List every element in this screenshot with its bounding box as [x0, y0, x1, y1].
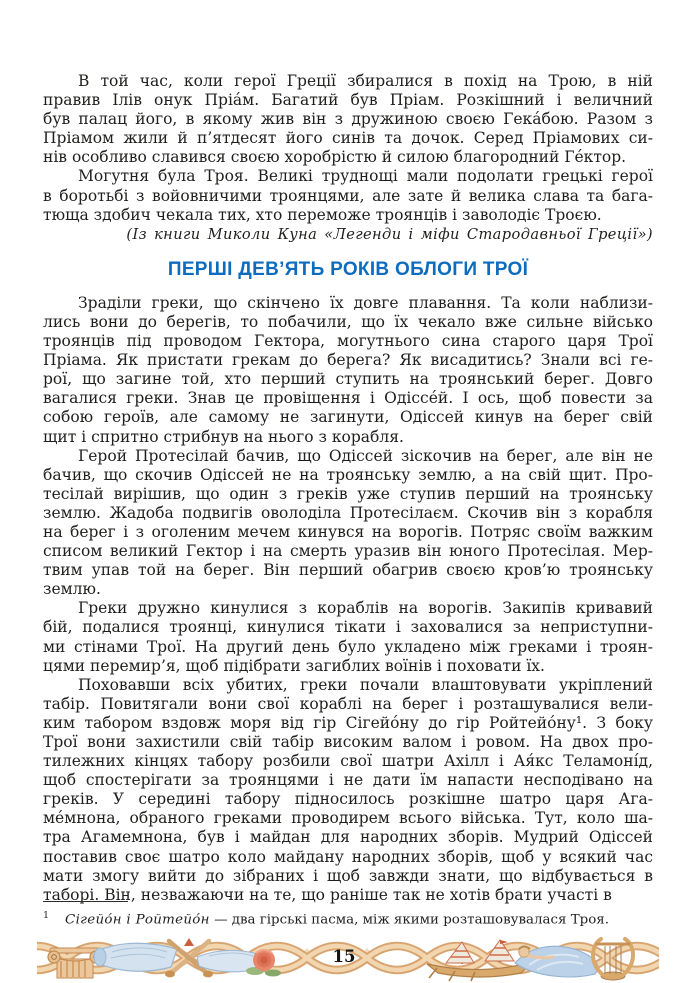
- text-line: ми стінами Трої. На другий день було укладено між греками і троян-: [43, 637, 653, 656]
- section-paragraphs: [43, 294, 653, 905]
- text-line: В той час, коли герої Греції збиралися в похід на Трою, в ній: [78, 72, 653, 90]
- text-line: таборі. Він, незважаючи на те, що раніше так не хотів брати участі в: [43, 885, 612, 904]
- paragraph: [43, 599, 653, 675]
- text-line: собою героїв, але самому не загинути, Одіссей кинув на берег свій: [43, 408, 653, 427]
- text-line: правив Ілів онук Пріа́м. Багатий був Пріам. Розкішний і величний: [43, 91, 653, 110]
- paragraph: [43, 676, 653, 905]
- text-line: табір. Повитягали вони свої кораблі на берег і розташувалися вели-: [43, 694, 653, 713]
- text-line: ким табором вздовж моря від гір Сігейо́ну до гір Ройтейо́ну¹. З боку: [43, 713, 653, 732]
- text-line: нів особливо славився своєю хоробрістю й силою благородний Ге́ктор.: [43, 148, 627, 167]
- text-line: землю.: [43, 580, 101, 599]
- paragraph: [43, 294, 653, 447]
- text-line: цями перемир’я, щоб підібрати загиблих воїнів і поховати їх.: [43, 656, 545, 675]
- text-line: поставив своє шатро коло майдану народних зборів, щоб у всякий час: [43, 847, 653, 866]
- text-line: рої, що загине той, хто перший ступить на троянський берег. Довго: [43, 370, 653, 389]
- text-line: тюща здобич чекала тих, хто переможе троянців і заволодіє Троєю.: [43, 205, 602, 224]
- text-line: Пріама. Як пристати грекам до берега? Як висадитись? Знали всі ге-: [43, 351, 653, 370]
- text-line: твим упав той на берег. Він перший обагрив своєю кров’ю троянську: [43, 561, 653, 580]
- paragraph: [43, 167, 653, 224]
- text-line: Могутня була Троя. Великі труднощі мали подолати грецькі герої: [78, 167, 653, 186]
- paragraph: [43, 447, 653, 600]
- text-line: троянців під проводом Гектора, могутнього сина старого царя Трої: [43, 332, 653, 351]
- body-text-column: [43, 72, 653, 905]
- intro-paragraphs: [43, 72, 653, 225]
- section-heading: ПЕРШІ ДЕВ’ЯТЬ РОКІВ ОБЛОГИ ТРОЇ: [167, 258, 529, 280]
- text-line: бачив, що скочив Одіссей не на троянську землю, а на свій щит. Про-: [43, 465, 653, 484]
- text-line: тесілай вирішив, що один з греків уже ступив перший на троянську: [43, 484, 653, 503]
- footnote-text: [43, 907, 653, 928]
- paragraph: [43, 72, 653, 167]
- text-line: щоб спостерігати за троянцями і не дати їм напасти несподівано на: [43, 771, 653, 790]
- text-line: греків. У середині табору підносилось розкішне шатро царя Ага-: [43, 790, 653, 809]
- text-line: тра Агамемнона, був і майдан для народних зборів. Мудрий Одіссей: [43, 828, 653, 847]
- text-line: щит і спритно стрибнув на нього з корабля.: [43, 427, 404, 446]
- text-line: ме́мнона, обраного греками проводирем всього війська. Тут, коло ша-: [43, 809, 653, 828]
- text-line: списом великий Гектор і на смерть уразив він юного Протесілая. Мер-: [43, 542, 653, 561]
- footnote-term: Сігейо́н і Ройтейо́н: [65, 912, 210, 928]
- text-line: Зраділи греки, що скінчено їх довге плавання. Та коли наблизи-: [78, 293, 653, 312]
- text-line: Греки дружно кинулися з кораблів на ворогів. Закипів кривавий: [78, 599, 653, 618]
- footnote-definition: — два гірські пасма, між якими розташовувалася Троя.: [214, 912, 609, 928]
- text-line: Герой Протесілай бачив, що Одіссей зіскочив на берег, але він не: [78, 446, 653, 465]
- source-citation: (Із книги Миколи Куна «Легенди і міфи Стародавньої Греції»): [126, 225, 653, 243]
- text-line: бій, подалися троянці, кинулися тікати і заховалися за неприступни-: [43, 618, 653, 637]
- text-line: Поховавши всіх убитих, греки почали влаштовувати укріплений: [78, 675, 653, 694]
- text-line: Трої вони захистили свій табір високим валом і ровом. На двох про-: [43, 733, 653, 751]
- text-line: землю. Жадоба подвигів оволоділа Протесілаєм. Скочив він з корабля: [43, 503, 653, 522]
- text-line: був палац його, в якому жив він з дружиною своєю Гека́бою. Разом з: [43, 110, 653, 129]
- footnote: [43, 901, 653, 928]
- text-line: Пріамом жили й п’ятдесят його синів та дочок. Серед Пріамових си-: [43, 129, 653, 148]
- text-line: вагалися греки. Знав це провіщення і Одіссе́й. І ось, щоб повести за: [43, 389, 653, 408]
- footnote-marker: 1: [43, 910, 50, 921]
- footnote-divider: [43, 901, 128, 902]
- page-number: 15: [332, 947, 356, 966]
- text-line: лись вони до берегів, то побачили, що їх чекало вже сильне військо: [43, 312, 653, 331]
- text-line: тилежних кінцях табору розбили свої шатри Ахілл і Ая́кс Теламоні́д,: [43, 752, 653, 771]
- text-line: в боротьбі з войовничими троянцями, але зате й велика слава та бага-: [43, 186, 653, 205]
- text-line: на берег і з оголеним мечем кинувся на ворогів. Потряс своїм важким: [43, 522, 653, 541]
- text-line: мати змогу вийти до зібраних і щоб завжди знати, що відбувається в: [43, 866, 653, 885]
